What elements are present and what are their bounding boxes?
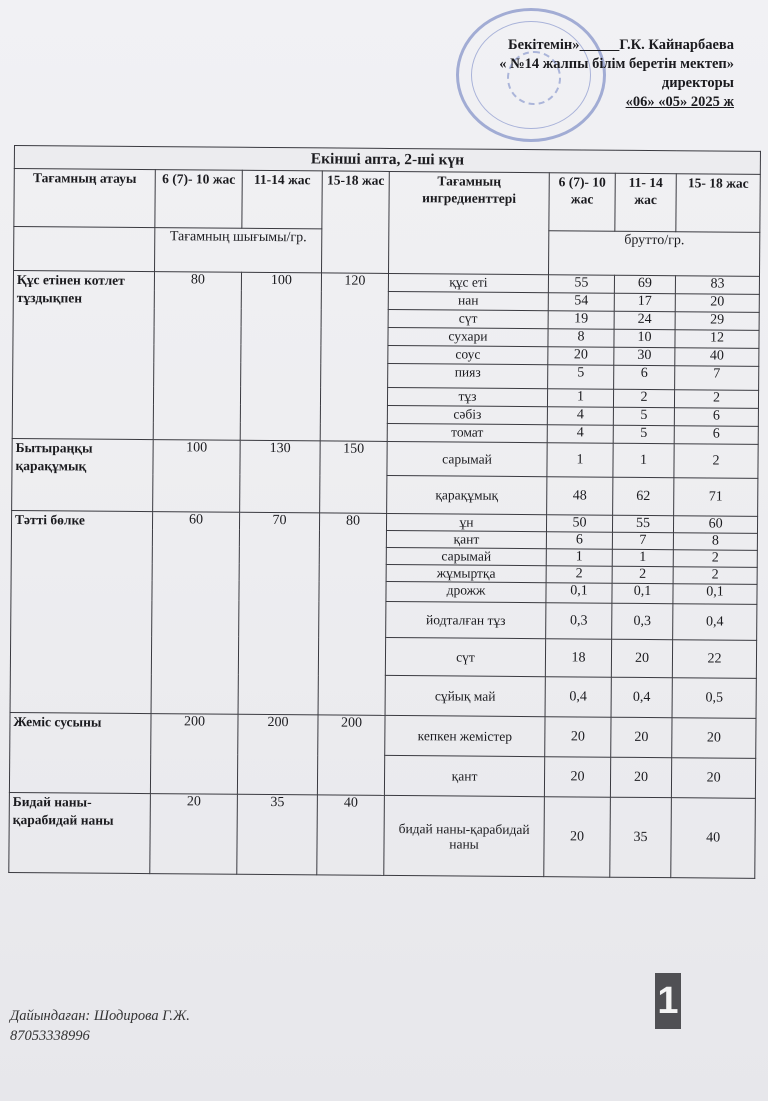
ingredient-gross-2: 69 — [614, 275, 675, 293]
ingredient-name: қарақұмық — [387, 475, 547, 514]
preparer-phone: 87053338996 — [10, 1028, 90, 1044]
ingredient-gross-3: 71 — [674, 478, 758, 517]
ingredient-name: нан — [388, 291, 548, 310]
ingredient-gross-2: 5 — [613, 425, 674, 443]
director-name: Г.К. Кайнарбаева — [619, 37, 734, 53]
ingredient-gross-3: 12 — [675, 330, 759, 349]
dish-yield-3: 40 — [317, 795, 385, 876]
header-yield: Тағамның шығымы/гр. — [155, 228, 322, 273]
header-gross: брутто/гр. — [548, 231, 759, 277]
ingredient-gross-3: 0,1 — [673, 584, 757, 605]
ingredient-gross-3: 20 — [672, 718, 756, 759]
ingredient-gross-2: 2 — [612, 566, 673, 583]
header-ing-age-3: 15- 18 жас — [676, 174, 761, 233]
ingredient-gross-1: 5 — [548, 365, 614, 390]
dish-yield-3: 120 — [320, 273, 388, 442]
ingredient-gross-3: 20 — [675, 294, 759, 313]
ingredient-gross-2: 0,4 — [611, 677, 672, 717]
ingredient-gross-3: 60 — [673, 516, 757, 534]
ingredient-gross-1: 8 — [548, 329, 614, 348]
ingredient-gross-1: 0,3 — [546, 603, 612, 640]
ingredient-gross-1: 4 — [547, 407, 613, 426]
ingredient-row — [12, 438, 758, 478]
ingredient-gross-2: 1 — [612, 549, 673, 566]
ingredient-name: қант — [386, 530, 546, 548]
ingredient-name: соус — [388, 345, 548, 364]
menu-table-wrapper — [8, 145, 760, 927]
ingredient-name: тұз — [387, 387, 547, 406]
ingredient-gross-1: 0,1 — [546, 583, 612, 604]
ingredient-gross-1: 20 — [545, 717, 611, 758]
dish-yield-2: 130 — [240, 440, 321, 513]
ingredient-gross-3: 2 — [673, 550, 757, 568]
ingredient-name: томат — [387, 423, 547, 442]
dish-yield-3: 150 — [320, 441, 388, 514]
dish-yield-2: 35 — [237, 794, 318, 875]
ingredient-name: кепкен жемістер — [385, 715, 545, 756]
ingredient-gross-3: 0,5 — [672, 678, 756, 719]
ingredient-name: пияз — [388, 363, 548, 388]
ingredient-gross-1: 1 — [547, 389, 613, 408]
ingredient-gross-1: 0,4 — [545, 677, 611, 718]
ingredient-gross-2: 55 — [612, 515, 673, 532]
ingredient-gross-1: 1 — [547, 443, 613, 478]
header-dish: Тағамның атауы — [14, 169, 155, 228]
ingredient-gross-2: 35 — [610, 797, 672, 877]
header-sub-blank — [14, 227, 155, 272]
ingredient-gross-2: 24 — [614, 311, 675, 329]
preparer-name: Дайындаған: Шодирова Г.Ж. — [10, 1008, 190, 1024]
ingredient-gross-3: 20 — [671, 758, 755, 799]
ingredient-gross-1: 20 — [548, 347, 614, 366]
approval-word: Бекітемін» — [508, 37, 580, 53]
director-title: директоры — [661, 75, 734, 91]
ingredient-name: сәбіз — [387, 405, 547, 424]
ingredient-gross-2: 62 — [613, 477, 674, 515]
ingredient-gross-1: 48 — [547, 477, 613, 516]
approval-block — [404, 36, 734, 112]
dish-yield-2: 70 — [238, 512, 320, 715]
dish-yield-3: 80 — [318, 513, 387, 716]
school-name: « №14 жалпы білім беретін мектеп» — [499, 56, 734, 72]
ingredient-gross-2: 6 — [614, 365, 675, 389]
ingredient-name: йодталған тұз — [386, 601, 546, 638]
table-title: Екінші апта, 2-ші күн — [14, 146, 760, 175]
ingredient-name: сухари — [388, 327, 548, 346]
ingredient-gross-3: 22 — [672, 640, 756, 679]
ingredient-gross-3: 40 — [675, 348, 759, 367]
ingredient-name: ұн — [386, 513, 546, 531]
header-age-3: 15-18 жас — [322, 171, 390, 274]
header-row — [14, 169, 761, 233]
ingredient-name: сүт — [388, 309, 548, 328]
ingredient-row — [10, 712, 756, 758]
ingredient-gross-3: 2 — [674, 444, 758, 479]
ingredient-gross-1: 50 — [546, 515, 612, 533]
dish-name: Бытыраңқы қарақұмық — [12, 438, 154, 511]
ingredient-gross-2: 0,3 — [612, 603, 673, 639]
ingredient-gross-1: 55 — [548, 275, 614, 294]
ingredient-gross-2: 30 — [614, 347, 675, 365]
ingredient-gross-2: 20 — [611, 717, 672, 757]
page-number-badge: 1 — [655, 973, 681, 1029]
dish-yield-3: 200 — [317, 715, 385, 796]
ingredient-gross-1: 18 — [545, 639, 611, 678]
ingredient-gross-3: 8 — [673, 533, 757, 551]
ingredient-gross-3: 29 — [675, 312, 759, 331]
ingredient-gross-3: 2 — [674, 390, 758, 409]
ingredient-name: сұйық май — [385, 675, 545, 716]
ingredient-gross-2: 1 — [613, 443, 674, 477]
approval-date: «06» «05» 2025 ж — [625, 94, 734, 110]
prepared-by — [10, 1006, 190, 1046]
ingredient-name: сүт — [385, 637, 545, 676]
dish-name: Тәтті бөлке — [10, 510, 153, 713]
ingredient-gross-1: 19 — [548, 311, 614, 330]
dish-yield-1: 80 — [153, 272, 241, 441]
ingredient-gross-2: 0,1 — [612, 583, 673, 603]
dish-yield-2: 200 — [237, 714, 318, 795]
ingredient-gross-2: 10 — [614, 329, 675, 347]
dish-yield-1: 60 — [151, 512, 240, 715]
ingredient-gross-1: 20 — [544, 797, 611, 878]
approval-line-1 — [404, 36, 734, 55]
ingredient-gross-2: 5 — [613, 407, 674, 425]
dish-yield-1: 100 — [153, 440, 241, 513]
dish-name: Бидай наны-қарабидай наны — [9, 792, 151, 873]
ingredient-gross-2: 17 — [614, 293, 675, 311]
dish-yield-1: 200 — [150, 714, 238, 795]
dish-name: Құс етінен котлет тұздықпен — [12, 271, 154, 440]
ingredient-name: құс еті — [388, 273, 548, 292]
menu-table — [8, 145, 761, 879]
ingredient-gross-1: 6 — [546, 532, 612, 550]
ingredient-name: сарымай — [386, 547, 546, 565]
signature-line — [580, 37, 620, 53]
ingredient-gross-3: 7 — [675, 366, 759, 391]
ingredient-gross-1: 54 — [548, 293, 614, 312]
ingredient-gross-3: 83 — [675, 276, 759, 295]
ingredient-gross-1: 4 — [547, 425, 613, 444]
header-ing-age-2: 11- 14 жас — [615, 173, 676, 231]
dish-yield-2: 100 — [240, 272, 321, 441]
header-age-2: 11-14 жас — [242, 170, 322, 229]
ingredient-gross-3: 6 — [674, 426, 758, 445]
ingredient-name: қант — [384, 755, 544, 796]
ingredient-gross-3: 40 — [671, 798, 756, 879]
ingredient-name: сарымай — [387, 441, 547, 476]
ingredient-name: бидай наны-қарабидай наны — [384, 795, 545, 876]
ingredient-name: жұмыртқа — [386, 564, 546, 582]
ingredient-gross-1: 2 — [546, 566, 612, 584]
ingredient-gross-2: 20 — [610, 757, 671, 797]
dish-name: Жеміс сусыны — [9, 712, 151, 793]
ingredient-gross-3: 0,4 — [673, 604, 757, 641]
ingredient-gross-1: 20 — [544, 757, 610, 798]
ingredient-gross-3: 2 — [673, 567, 757, 585]
ingredient-gross-1: 1 — [546, 549, 612, 567]
ingredient-gross-2: 20 — [611, 639, 672, 677]
ingredient-gross-2: 7 — [612, 532, 673, 549]
header-ing-age-1: 6 (7)- 10 жас — [549, 173, 615, 232]
ingredient-name: дрожж — [386, 581, 546, 602]
dish-yield-1: 20 — [150, 794, 238, 875]
ingredient-gross-3: 6 — [674, 408, 758, 427]
header-age-1: 6 (7)- 10 жас — [155, 170, 242, 229]
ingredient-row — [9, 792, 756, 878]
ingredient-gross-2: 2 — [613, 389, 674, 407]
header-ingredients: Тағамның ингредиенттері — [389, 171, 550, 274]
